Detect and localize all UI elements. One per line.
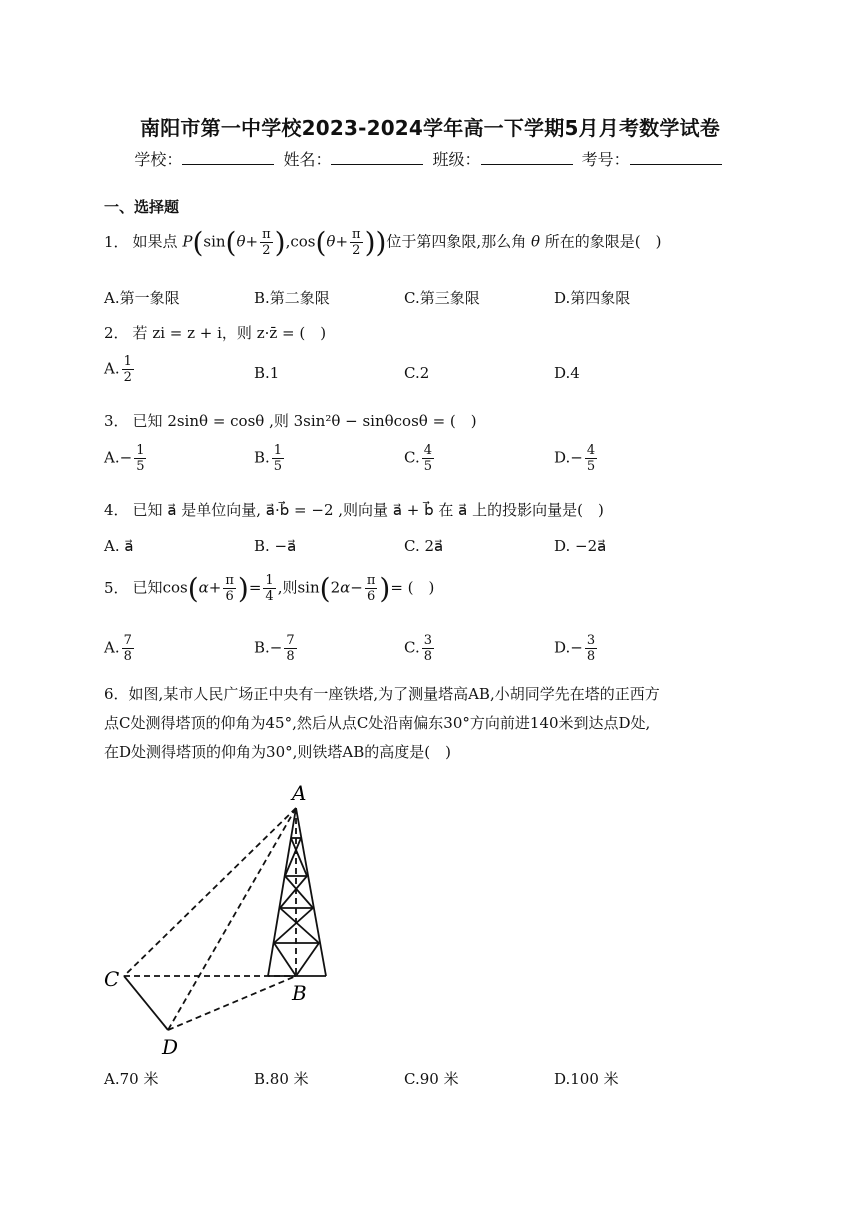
option-d[interactable]: D.− $\frac{4}{5}$ <box>554 443 596 474</box>
label-d: D <box>162 1035 179 1059</box>
option-a[interactable]: A.70 米 <box>104 1070 159 1088</box>
math-expr: ( <box>225 226 237 259</box>
option-c[interactable]: C. $\frac{4}{5}$ <box>404 443 432 474</box>
option-a[interactable]: A.第一象限 <box>104 289 180 307</box>
math-expr: $\frac{\pi}{2}$ <box>262 227 271 258</box>
option-d[interactable]: D.第四象限 <box>554 289 631 307</box>
question-number: 3． <box>104 412 129 430</box>
question-1-options <box>104 287 744 327</box>
question-4-options <box>104 537 744 577</box>
option-d[interactable]: D. −2a⃗ <box>554 537 607 555</box>
question-text: 已知 a⃗ 是单位向量, a⃗·b⃗ = −2 ,则向量 a⃗ + b⃗ 在 a⃗ 上的投影向量是( ) <box>132 501 604 519</box>
line-db <box>168 976 296 1030</box>
question-6-line-2: 点C处测得塔顶的仰角为45°,然后从点C处沿南偏东30°方向前进140米到达点D处, <box>104 714 651 732</box>
number-label: 考号： <box>581 150 630 169</box>
name-blank[interactable] <box>331 150 423 165</box>
option-d[interactable]: D.− $\frac{3}{8}$ <box>554 633 596 664</box>
tower-figure <box>96 778 356 1064</box>
question-2 <box>104 322 326 343</box>
question-number: 2． <box>104 324 129 342</box>
question-text: 如果点 <box>132 232 178 251</box>
option-b[interactable]: B. −a⃗ <box>254 537 297 555</box>
question-6-line-1: 6．如图,某市人民广场正中央有一座铁塔,为了测量塔高AB,小胡同学先在塔的正西方 <box>104 685 660 703</box>
line-ac <box>124 808 296 976</box>
option-b[interactable]: B.1 <box>254 364 280 382</box>
question-number: 5． <box>104 578 129 597</box>
option-c[interactable]: C.2 <box>404 364 430 382</box>
question-number: 1． <box>104 232 129 251</box>
question-6-options <box>104 1068 744 1108</box>
name-label: 姓名： <box>283 150 332 169</box>
school-label: 学校： <box>134 150 183 169</box>
question-4 <box>104 499 604 520</box>
question-2-options <box>104 354 744 394</box>
section-heading: 一、选择题 <box>104 198 180 216</box>
line-cd <box>124 976 168 1030</box>
option-c[interactable]: C.第三象限 <box>404 289 480 307</box>
class-blank[interactable] <box>481 150 573 165</box>
student-info-line <box>0 147 860 170</box>
exam-title: 南阳市第一中学校2023-2024学年高一下学期5月月考数学试卷 <box>140 116 720 140</box>
label-a: A <box>292 781 307 805</box>
question-1: 1． 如果点 P(sin(θ+ $\frac{\pi}{2}$ ),cos(θ+ $\frac{\pi}{2}$ ))位于第四象限,那么角 θ 所在的象限是( ) <box>104 226 662 259</box>
question-text: 已知 <box>132 578 163 597</box>
option-c[interactable]: C. 2a⃗ <box>404 537 444 555</box>
option-c[interactable]: C.90 米 <box>404 1070 459 1088</box>
question-text: ,则 <box>277 578 298 597</box>
math-expr: ( <box>192 226 204 259</box>
option-b[interactable]: B.80 米 <box>254 1070 309 1088</box>
number-blank[interactable] <box>630 150 722 165</box>
option-d[interactable]: D.100 米 <box>554 1070 619 1088</box>
option-a[interactable]: A. a⃗ <box>104 537 134 555</box>
question-text: 所在的象限是( ) <box>544 232 662 251</box>
option-b[interactable]: B.− $\frac{7}{8}$ <box>254 633 295 664</box>
question-5-options <box>104 633 744 673</box>
option-c[interactable]: C. $\frac{3}{8}$ <box>404 633 432 664</box>
question-3 <box>104 410 477 431</box>
option-b[interactable]: B. $\frac{1}{5}$ <box>254 443 283 474</box>
option-a[interactable]: A. $\frac{7}{8}$ <box>104 633 132 664</box>
question-6-line-3: 在D处测得塔顶的仰角为30°,则铁塔AB的高度是( ) <box>104 743 451 761</box>
tower-shape <box>268 808 326 976</box>
math-expr: P <box>182 232 193 251</box>
option-d[interactable]: D.4 <box>554 364 580 382</box>
question-number: 4． <box>104 501 129 519</box>
question-3-options <box>104 443 744 483</box>
option-a[interactable]: A.− $\frac{1}{5}$ <box>104 443 145 474</box>
label-b: B <box>292 981 307 1005</box>
option-a[interactable]: A. $\frac{1}{2}$ <box>104 354 132 385</box>
option-b[interactable]: B.第二象限 <box>254 289 330 307</box>
question-text: 位于第四象限,那么角 <box>386 232 527 251</box>
question-6 <box>104 680 764 767</box>
question-5: 5． 已知cos(α+ $\frac{\pi}{6}$ )= $\frac{1}{4}$ ,则sin(2α− $\frac{\pi}{6}$ )= ( ) <box>104 572 435 605</box>
question-text: 若 zi = z + i，则 z·z̄ = ( ) <box>132 324 327 342</box>
question-text: = ( ) <box>390 578 435 597</box>
question-text: 已知 2sinθ = cosθ ,则 3sin²θ − sinθcosθ = ( ) <box>132 412 477 430</box>
label-c: C <box>104 967 120 991</box>
class-label: 班级： <box>432 150 481 169</box>
school-blank[interactable] <box>182 150 274 165</box>
